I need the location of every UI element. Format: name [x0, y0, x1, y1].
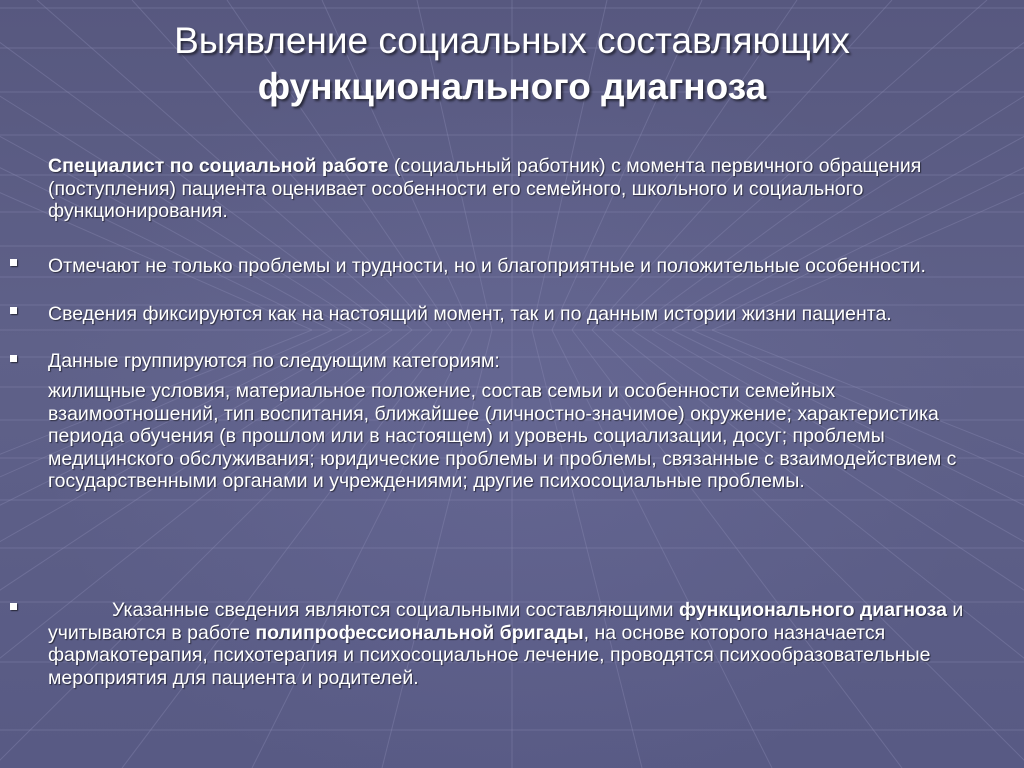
bullet-marker — [10, 307, 20, 317]
final-bold-2: полипрофессиональной бригады — [255, 621, 584, 644]
final-paragraph — [48, 599, 968, 689]
bullet-item-2: Сведения фиксируются как на настоящий момент, так и по данным истории жизни пациента. — [48, 303, 892, 325]
final-text-3: , на основе которого назначается фармакотерапия, психотерапия и психосоциальное лечение, проводятся психообразовательные мероприятия для пациента и родителей. — [48, 621, 931, 689]
slide-title — [0, 18, 1024, 110]
bullet-marker — [10, 603, 20, 613]
categories-paragraph: жилищные условия, материальное положение, состав семьи и особенности семейных взаимоотношений, тип воспитания, ближайшее (личностно-значимое) окружение; характеристика периода обучения (в прошлом или в настоящем) и уровень социализации, досуг; проблемы медицинского обслуживания; юридические проблемы и проблемы, связанные с взаимодействием с государственными органами и учреждениями; другие психосоциальные проблемы. — [48, 380, 957, 492]
title-line-2: функционального диагноза — [257, 66, 767, 107]
bullet-marker — [10, 259, 20, 269]
title-line-1: Выявление социальных составляющих — [174, 20, 850, 61]
intro-paragraph — [48, 155, 968, 223]
intro-text: (социальный работник) с момента первичного обращения (поступления) пациента оценивает особенности его семейного, школьного и социального функционирования. — [48, 155, 922, 222]
bullet-item-1: Отмечают не только проблемы и трудности, но и благоприятные и положительные особенности. — [48, 255, 926, 277]
final-bold-1: функционального диагноза — [678, 599, 947, 621]
bullet-marker — [10, 355, 20, 365]
final-text-2: и учитываются в работе — [48, 599, 964, 644]
bullet-item-3: Данные группируются по следующим категориям: — [48, 350, 500, 372]
intro-bold: Специалист по социальной работе — [48, 155, 389, 177]
final-text-1: Указанные сведения являются социальными составляющими — [112, 599, 674, 621]
